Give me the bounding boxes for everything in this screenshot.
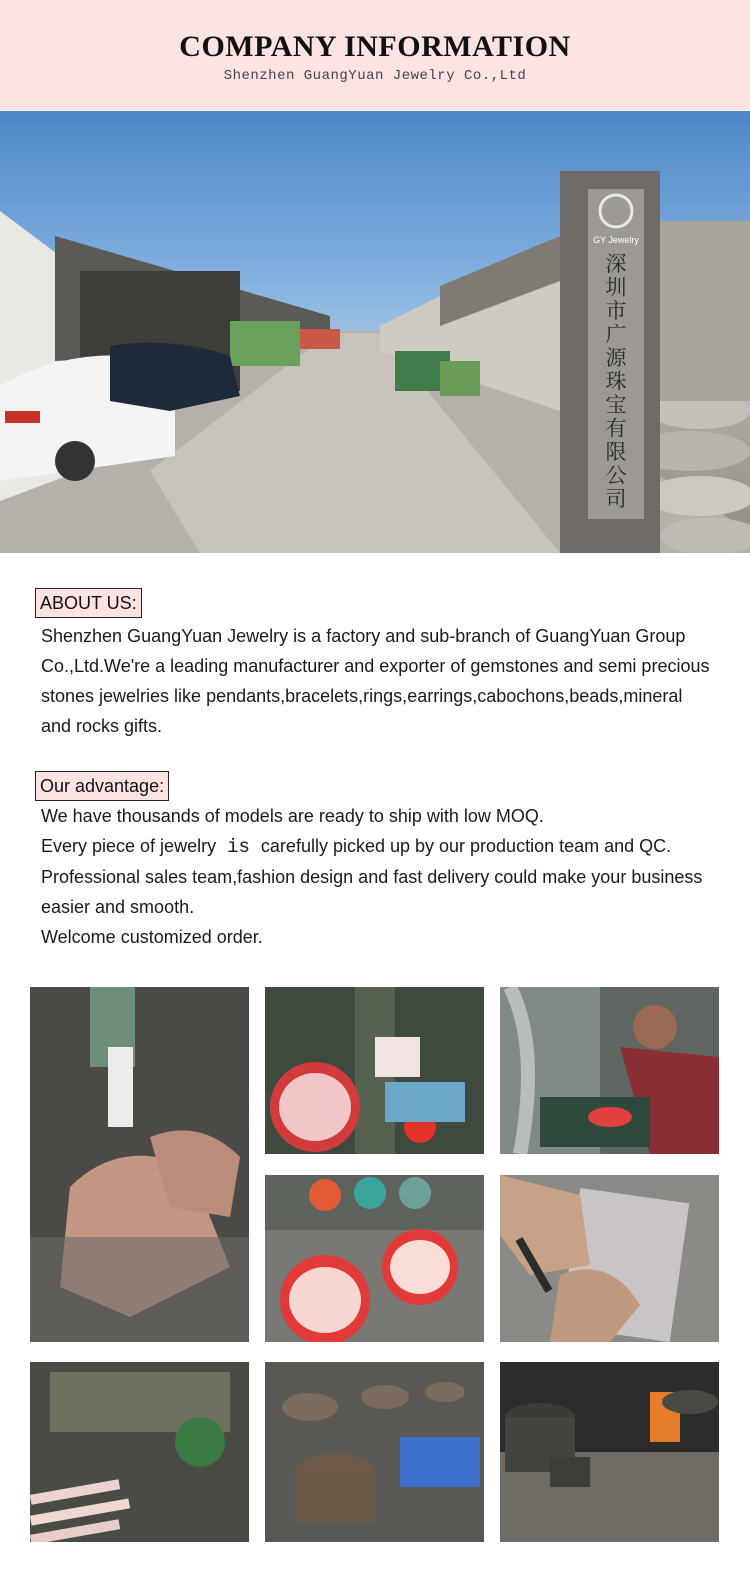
sign-character: 公: [605, 463, 627, 488]
sign-logo-text: GY Jewelry: [593, 235, 639, 245]
sign-character: 限: [605, 440, 627, 464]
sign-character: 广: [605, 322, 627, 347]
advantage-line-2: Every piece of jewelry is carefully picked up by our production team and QC.: [41, 836, 672, 858]
workshop-floor-photo: [500, 1362, 719, 1542]
about-us-text: Shenzhen GuangYuan Jewelry is a factory and sub-branch of GuangYuan Group Co.,Ltd.We're a leading manufacturer and exporter of gemstones and semi precious stones jewelries like pendants,bracelets,rings,earrings,cabochons,beads,mineral and rocks gifts.: [41, 626, 710, 736]
pink-stones-machine-photo: [265, 987, 484, 1154]
advantage-line-3: Professional sales team,fashion design and fast delivery could make your business easier and smooth.: [41, 867, 703, 917]
advantage-text: [41, 801, 716, 952]
sign-character: 市: [605, 299, 627, 323]
about-us-label: ABOUT US:: [35, 588, 142, 618]
bowls-of-beads-photo: [265, 1175, 484, 1342]
sign-character: 深: [605, 252, 627, 276]
worker-machine-photo: [500, 987, 719, 1154]
sign-character: 珠: [605, 369, 627, 394]
page-header: [0, 0, 750, 110]
factory-street-photo: [0, 111, 750, 553]
hand-carving-photo: [500, 1175, 719, 1342]
sign-character: 源: [605, 346, 627, 370]
company-subtitle: Shenzhen GuangYuan Jewelry Co.,Ltd: [223, 68, 527, 84]
advantage-label: Our advantage:: [35, 771, 169, 801]
advantage-line-1: We have thousands of models are ready to ship with low MOQ.: [41, 806, 544, 826]
sign-character: 宝: [605, 393, 627, 417]
page-title: COMPANY INFORMATION: [179, 30, 571, 63]
cutting-rods-photo: [30, 1362, 249, 1542]
sign-character: 有: [605, 416, 627, 441]
tumbling-machines-photo: [265, 1362, 484, 1542]
polishing-photo: [30, 987, 249, 1342]
sign-character: 圳: [605, 275, 627, 300]
advantage-line-4: Welcome customized order.: [41, 927, 263, 947]
sign-character: 司: [605, 487, 627, 511]
